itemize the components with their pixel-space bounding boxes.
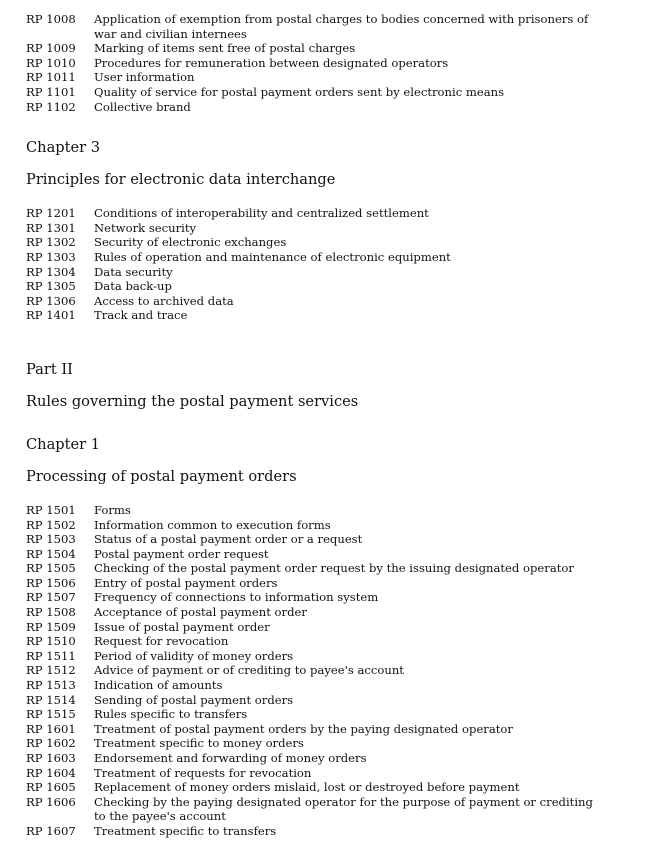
rule-code: RP 1501: [26, 502, 76, 517]
rule-row: [26, 780, 606, 795]
rule-title: Replacement of money orders mislaid, lost or destroyed before payment: [94, 780, 520, 795]
rule-code: RP 1607: [26, 823, 76, 838]
rule-title: Rules specific to transfers: [94, 707, 248, 722]
chapter3-list: [26, 206, 606, 323]
rule-title: Quality of service for postal payment orders sent by electronic means: [94, 84, 505, 99]
rule-row: [26, 707, 606, 722]
rule-row: [26, 279, 606, 294]
rule-code: RP 1515: [26, 707, 76, 722]
rule-code: RP 1502: [26, 517, 76, 532]
rule-title: Access to archived data: [94, 293, 234, 308]
chapter1-list: [26, 503, 606, 839]
rule-row: [26, 70, 606, 85]
rule-code: RP 1504: [26, 546, 76, 561]
rule-code: RP 1306: [26, 293, 76, 308]
rule-title: Entry of postal payment orders: [94, 575, 278, 590]
rule-row: [26, 518, 606, 533]
rule-row: [26, 605, 606, 620]
rule-title: Request for revocation: [94, 634, 229, 649]
rule-code: RP 1509: [26, 619, 76, 634]
part2-title: Rules governing the postal payment services: [26, 392, 359, 410]
rule-row: [26, 663, 606, 678]
rule-code: RP 1505: [26, 561, 76, 576]
rule-row: [26, 41, 606, 56]
rule-row: [26, 265, 606, 280]
rule-code: RP 1305: [26, 279, 76, 294]
rule-code: RP 1511: [26, 648, 76, 663]
rule-code: RP 1101: [26, 84, 76, 99]
rule-row: [26, 56, 606, 71]
rule-title: Postal payment order request: [94, 546, 269, 561]
rule-code: RP 1513: [26, 678, 76, 693]
chapter3-title: Principles for electronic data interchange: [26, 171, 336, 189]
rule-row: [26, 590, 606, 605]
rule-row: [26, 561, 606, 576]
rule-title: Track and trace: [94, 308, 188, 323]
rule-row: [26, 250, 606, 265]
rule-title: Treatment specific to transfers: [94, 823, 277, 838]
rule-row: [26, 693, 606, 708]
rule-row: [26, 206, 606, 221]
rule-row: [26, 678, 606, 693]
rule-code: RP 1301: [26, 220, 76, 235]
rule-code: RP 1302: [26, 235, 76, 250]
rule-row: [26, 722, 606, 737]
rule-row: [26, 308, 606, 323]
rule-row: [26, 620, 606, 635]
rule-code: RP 1304: [26, 264, 76, 279]
rule-code: RP 1201: [26, 206, 76, 221]
chapter3-label: Chapter 3: [26, 139, 101, 157]
rule-title: Collective brand: [94, 99, 191, 114]
rule-row: [26, 85, 606, 100]
rule-title: Information common to execution forms: [94, 517, 331, 532]
rule-code: RP 1503: [26, 532, 76, 547]
rule-row: [26, 532, 606, 547]
rule-row: [26, 547, 606, 562]
rule-code: RP 1603: [26, 751, 76, 765]
document-page: [26, 12, 606, 839]
rule-code: RP 1602: [26, 736, 76, 751]
rule-code: RP 1514: [26, 692, 76, 707]
rule-row: [26, 100, 606, 115]
rule-title: Rules of operation and maintenance of electronic equipment: [94, 249, 451, 264]
rule-code: RP 1011: [26, 70, 76, 85]
rule-row: [26, 294, 606, 309]
rule-code: RP 1604: [26, 765, 76, 780]
rule-row: [26, 576, 606, 591]
rule-row: [26, 634, 606, 649]
rule-row: [26, 795, 606, 824]
rule-title: Conditions of interoperability and centralized settlement: [94, 206, 429, 221]
rule-row: [26, 649, 606, 664]
rule-code: RP 1508: [26, 605, 76, 620]
rule-title: Treatment specific to money orders: [94, 736, 304, 751]
part2-label: Part II: [26, 360, 73, 378]
rule-code: RP 1512: [26, 663, 76, 678]
rule-code: RP 1010: [26, 55, 76, 70]
rule-title: Issue of postal payment order: [94, 619, 270, 634]
rule-code: RP 1507: [26, 590, 76, 605]
rule-title: User information: [94, 70, 195, 85]
rule-title: Marking of items sent free of postal charges: [94, 41, 356, 56]
rule-row: [26, 766, 606, 781]
rule-row: [26, 221, 606, 236]
rule-title: Application of exemption from postal charges to bodies concerned with prisoners of war and civilian internees: [94, 12, 589, 41]
rule-title: Data back-up: [94, 279, 172, 294]
rule-title: Data security: [94, 264, 173, 279]
rule-title: Endorsement and forwarding of money orders: [94, 751, 367, 765]
rule-title: Treatment of requests for revocation: [94, 765, 312, 780]
rule-title: Period of validity of money orders: [94, 648, 294, 663]
rule-code: RP 1601: [26, 721, 76, 736]
rule-code: RP 1510: [26, 634, 76, 649]
rule-code: RP 1401: [26, 308, 76, 323]
rule-row: [26, 235, 606, 250]
rule-title: Checking of the postal payment order request by the issuing designated operator: [94, 561, 574, 576]
rule-title: Indication of amounts: [94, 678, 223, 693]
rule-row: [26, 12, 606, 41]
rule-title: Treatment of postal payment orders by the paying designated operator: [94, 721, 513, 736]
rule-title: Security of electronic exchanges: [94, 235, 287, 250]
rule-row: [26, 824, 606, 839]
rule-code: RP 1008: [26, 12, 76, 26]
rule-code: RP 1102: [26, 99, 76, 114]
rule-row: [26, 503, 606, 518]
intro-list: [26, 12, 606, 114]
rule-title: Acceptance of postal payment order: [94, 605, 307, 620]
rule-title: Status of a postal payment order or a request: [94, 532, 363, 547]
rule-row: [26, 751, 606, 766]
rule-title: Procedures for remuneration between designated operators: [94, 55, 449, 70]
rule-title: Forms: [94, 502, 131, 517]
rule-title: Advice of payment or of crediting to payee's account: [94, 663, 404, 678]
chapter1-title: Processing of postal payment orders: [26, 467, 297, 485]
rule-code: RP 1605: [26, 780, 76, 795]
rule-code: RP 1009: [26, 41, 76, 56]
rule-title: Network security: [94, 220, 197, 235]
rule-row: [26, 736, 606, 751]
rule-code: RP 1506: [26, 575, 76, 590]
rule-title: Checking by the paying designated operator for the purpose of payment or crediting to the payee's account: [94, 794, 593, 824]
chapter1-label: Chapter 1: [26, 435, 101, 453]
rule-title: Frequency of connections to information system: [94, 590, 379, 605]
rule-code: RP 1303: [26, 249, 76, 264]
rule-title: Sending of postal payment orders: [94, 692, 294, 707]
rule-code: RP 1606: [26, 794, 76, 809]
